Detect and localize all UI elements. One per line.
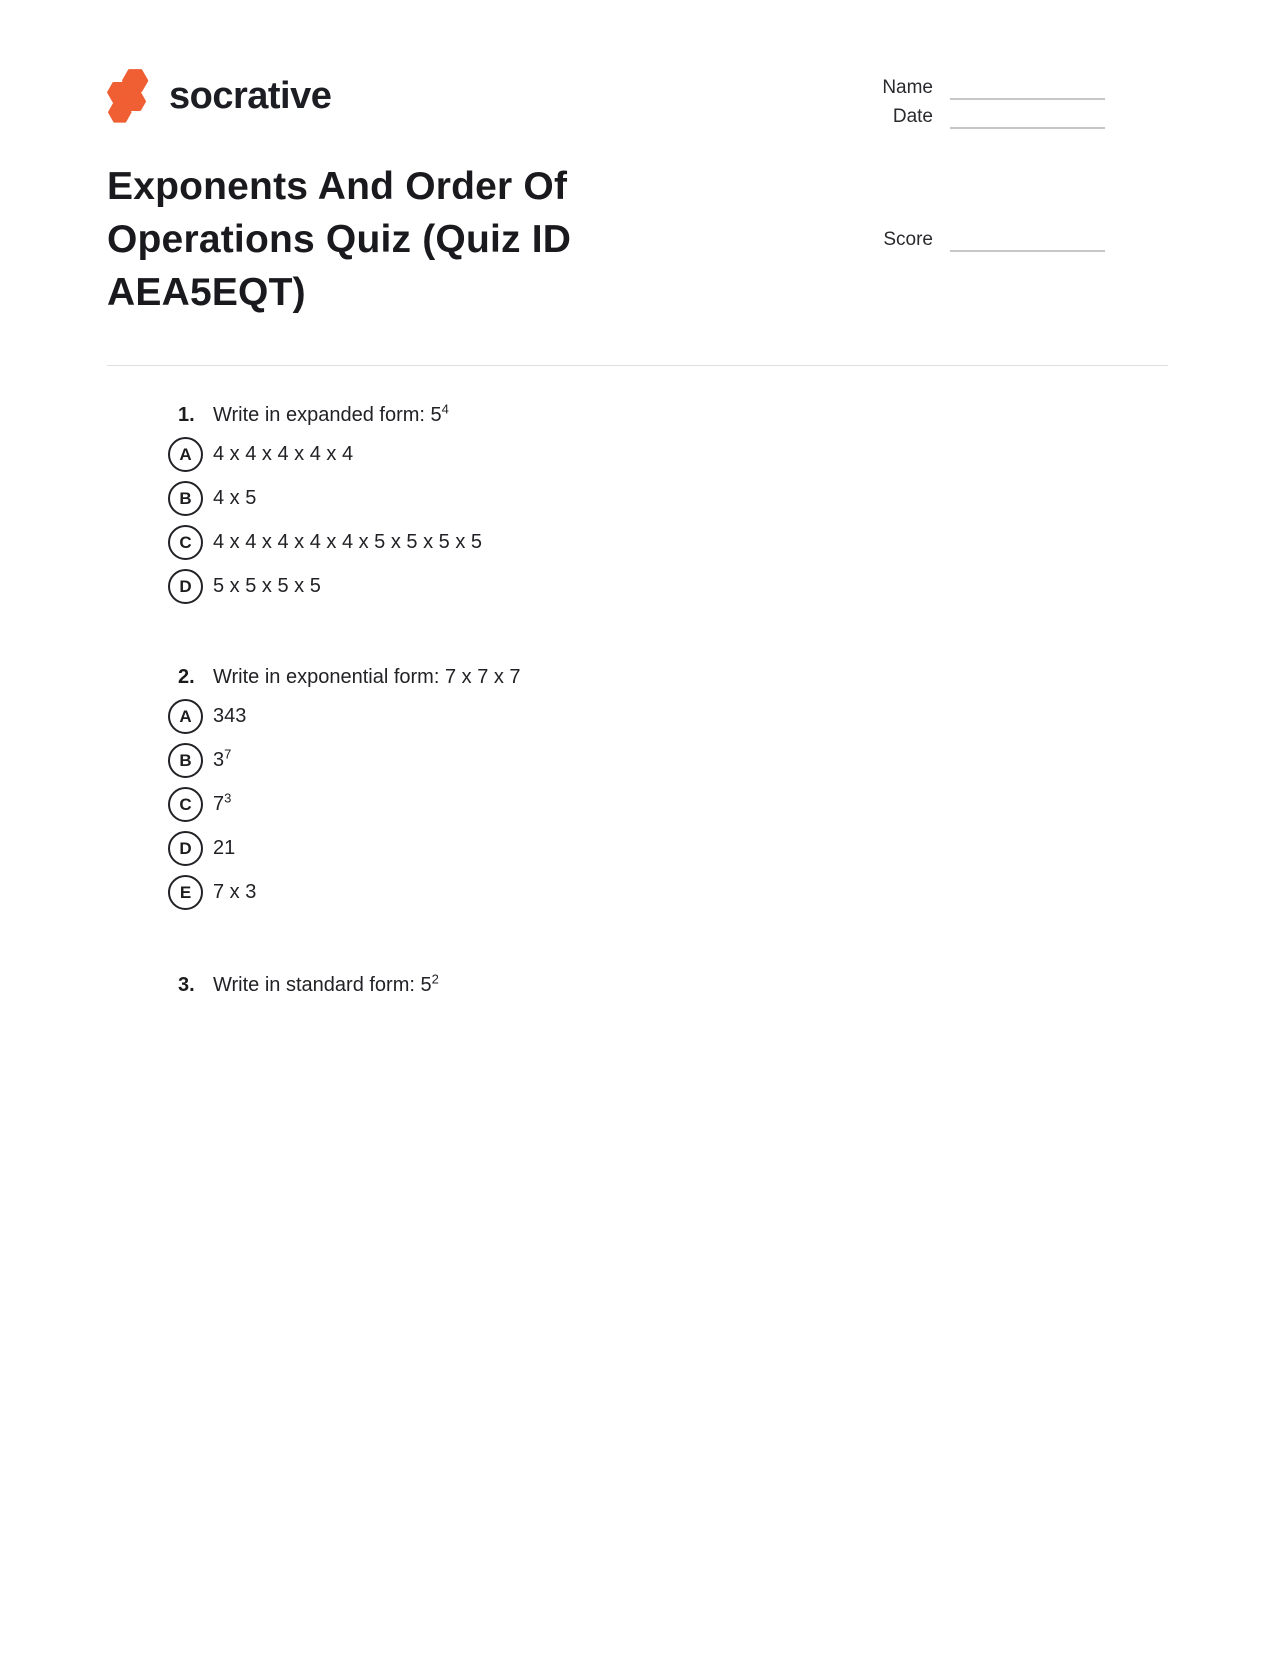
question-1-option-b[interactable] (168, 481, 482, 516)
question-3-number: 3. (178, 974, 195, 996)
question-2-number: 2. (178, 666, 195, 688)
option-text (213, 487, 256, 510)
option-exponent: 3 (224, 790, 232, 806)
question-1-option-d[interactable] (168, 569, 482, 604)
question-1-prompt (213, 401, 449, 427)
option-letter-badge[interactable] (168, 875, 203, 910)
date-write-line[interactable] (950, 105, 1105, 129)
question-2-option-a[interactable] (168, 699, 521, 734)
name-label: Name (882, 77, 933, 98)
score-field-row (860, 228, 1105, 252)
option-text (213, 575, 321, 598)
option-text-value: 3 (213, 749, 225, 771)
question-1-option-a[interactable] (168, 437, 482, 472)
question-3 (168, 971, 439, 1007)
option-letter: B (179, 750, 192, 770)
question-2-option-e[interactable] (168, 875, 521, 910)
option-letter-badge[interactable] (168, 699, 203, 734)
option-text-value: 5 x 5 x 5 x 5 (213, 575, 321, 597)
option-text-value: 4 x 4 x 4 x 4 x 4 (213, 443, 354, 465)
socrative-hexagons-icon (98, 68, 156, 124)
option-text (213, 531, 482, 554)
option-letter-badge[interactable] (168, 743, 203, 778)
question-2-option-c[interactable] (168, 787, 521, 822)
question-3-prompt-text: Write in standard form: 5 (213, 974, 432, 996)
name-write-line[interactable] (950, 76, 1105, 100)
option-text-value: 7 x 3 (213, 881, 257, 903)
option-letter: C (179, 532, 192, 552)
option-letter-badge[interactable] (168, 831, 203, 866)
option-letter: E (179, 882, 192, 902)
score-label: Score (883, 229, 933, 250)
option-text-value: 21 (213, 837, 236, 859)
option-text-value: 4 x 4 x 4 x 4 x 4 x 5 x 5 x 5 x 5 (213, 531, 483, 553)
option-letter: D (179, 576, 192, 596)
question-2-header (168, 666, 521, 689)
option-text (213, 881, 256, 904)
option-text-value: 7 (213, 793, 225, 815)
option-letter-badge[interactable] (168, 525, 203, 560)
quiz-title: Exponents And Order Of Operations Quiz (Quiz ID AEA5EQT) (107, 165, 572, 314)
socrative-logo (98, 68, 331, 124)
question-1-options (168, 437, 482, 604)
question-2-option-b[interactable] (168, 743, 521, 778)
question-3-header (168, 971, 439, 997)
question-2-prompt-text: Write in exponential form: 7 x 7 x 7 (213, 666, 521, 688)
question-1-number: 1. (178, 404, 195, 426)
option-letter: C (179, 794, 192, 814)
option-letter-badge[interactable] (168, 437, 203, 472)
option-text-value: 4 x 5 (213, 487, 257, 509)
header-divider (107, 365, 1168, 366)
question-1-header (168, 401, 482, 427)
option-letter: B (179, 488, 192, 508)
option-exponent: 7 (224, 746, 232, 762)
option-letter-badge[interactable] (168, 787, 203, 822)
option-letter: A (179, 706, 192, 726)
option-text (213, 746, 232, 772)
option-letter-badge[interactable] (168, 569, 203, 604)
option-text (213, 790, 232, 816)
option-text (213, 443, 353, 466)
question-1-prompt-text: Write in expanded form: 5 (213, 404, 442, 426)
option-letter: D (179, 838, 192, 858)
question-1 (168, 401, 483, 613)
question-1-exponent: 4 (441, 401, 449, 417)
question-2-option-d[interactable] (168, 831, 521, 866)
question-2-prompt (213, 666, 521, 689)
date-field-row (860, 105, 1105, 129)
option-text-value: 343 (213, 705, 247, 727)
question-2-options (168, 699, 521, 910)
socrative-wordmark: socrative (169, 74, 332, 117)
score-write-line[interactable] (950, 228, 1105, 252)
option-text (213, 705, 246, 728)
question-2 (168, 666, 521, 919)
option-letter: A (179, 444, 192, 464)
name-field-row (860, 76, 1105, 100)
option-letter-badge[interactable] (168, 481, 203, 516)
question-1-option-c[interactable] (168, 525, 482, 560)
option-text (213, 837, 235, 860)
question-3-prompt (213, 971, 439, 997)
question-3-exponent: 2 (431, 971, 439, 987)
date-label: Date (892, 106, 933, 127)
